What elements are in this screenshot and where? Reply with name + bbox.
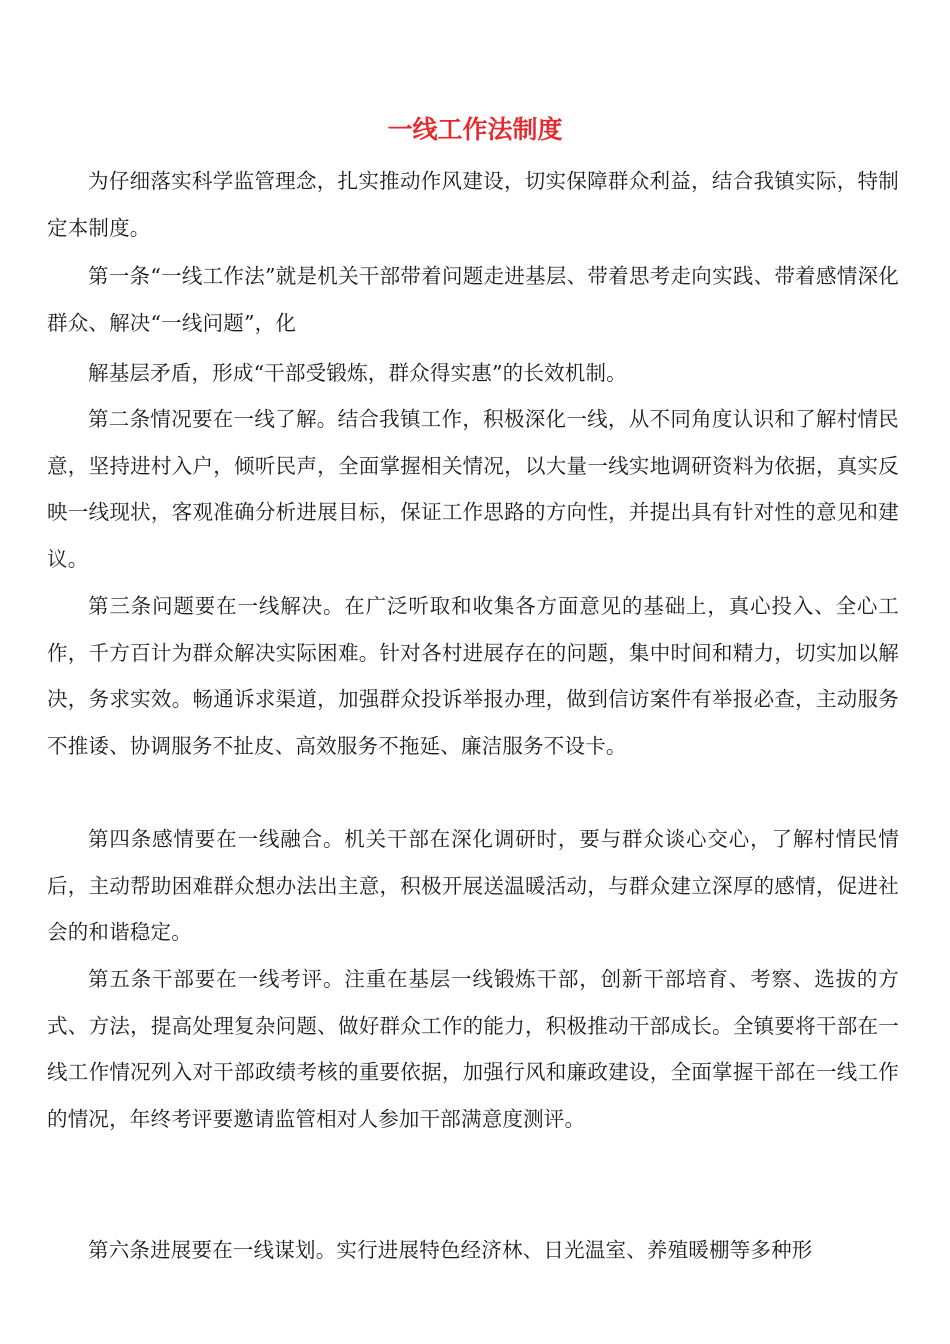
article-3-paragraph: 第三条问题要在一线解决。在广泛听取和收集各方面意见的基础上，真心投入、全心工作，千方百计为群众解决实际困难。针对各村进展存在的问题，集中时间和精力，切实加以解决，务求实效。畅通诉求渠道，加强群众投诉举报办理，做到信访案件有举报必查，主动服务不推诿、协调服务不扯皮、高效服务不拖延、廉洁服务不设卡。 bbox=[47, 594, 899, 758]
intro-paragraph: 为仔细落实科学监管理念，扎实推动作风建设，切实保障群众利益，结合我镇实际，特制定本制度。 bbox=[47, 169, 899, 240]
document-title: 一线工作法制度 bbox=[387, 115, 563, 144]
article-6-paragraph: 第六条进展要在一线谋划。实行进展特色经济林、日光温室、养殖暖棚等多种形 bbox=[88, 1238, 813, 1262]
article-5-paragraph: 第五条干部要在一线考评。注重在基层一线锻炼干部，创新干部培育、考察、选拔的方式、方法，提高处理复杂问题、做好群众工作的能力，积极推动干部成长。全镇要将干部在一线工作情况列入对干部政绩考核的重要依据，加强行风和廉政建设，全面掌握干部在一线工作的情况，年终考评要邀请监管相对人参加干部满意度测评。 bbox=[47, 967, 899, 1131]
article-1-paragraph: 第一条“一线工作法”就是机关干部带着问题走进基层、带着思考走向实践、带着感情深化群众、解决“一线问题”，化 bbox=[47, 264, 899, 335]
article-1-continuation: 解基层矛盾，形成“干部受锻炼，群众得实惠”的长效机制。 bbox=[88, 361, 627, 385]
article-4-paragraph: 第四条感情要在一线融合。机关干部在深化调研时，要与群众谈心交心，了解村情民情后，主动帮助困难群众想办法出主意，积极开展送温暖活动，与群众建立深厚的感情，促进社会的和谐稳定。 bbox=[47, 827, 899, 944]
article-2-paragraph: 第二条情况要在一线了解。结合我镇工作，积极深化一线，从不同角度认识和了解村情民意，坚持进村入户，倾听民声，全面掌握相关情况，以大量一线实地调研资料为依据，真实反映一线现状，客观准确分析进展目标，保证工作思路的方向性，并提出具有针对性的意见和建议。 bbox=[47, 407, 899, 571]
